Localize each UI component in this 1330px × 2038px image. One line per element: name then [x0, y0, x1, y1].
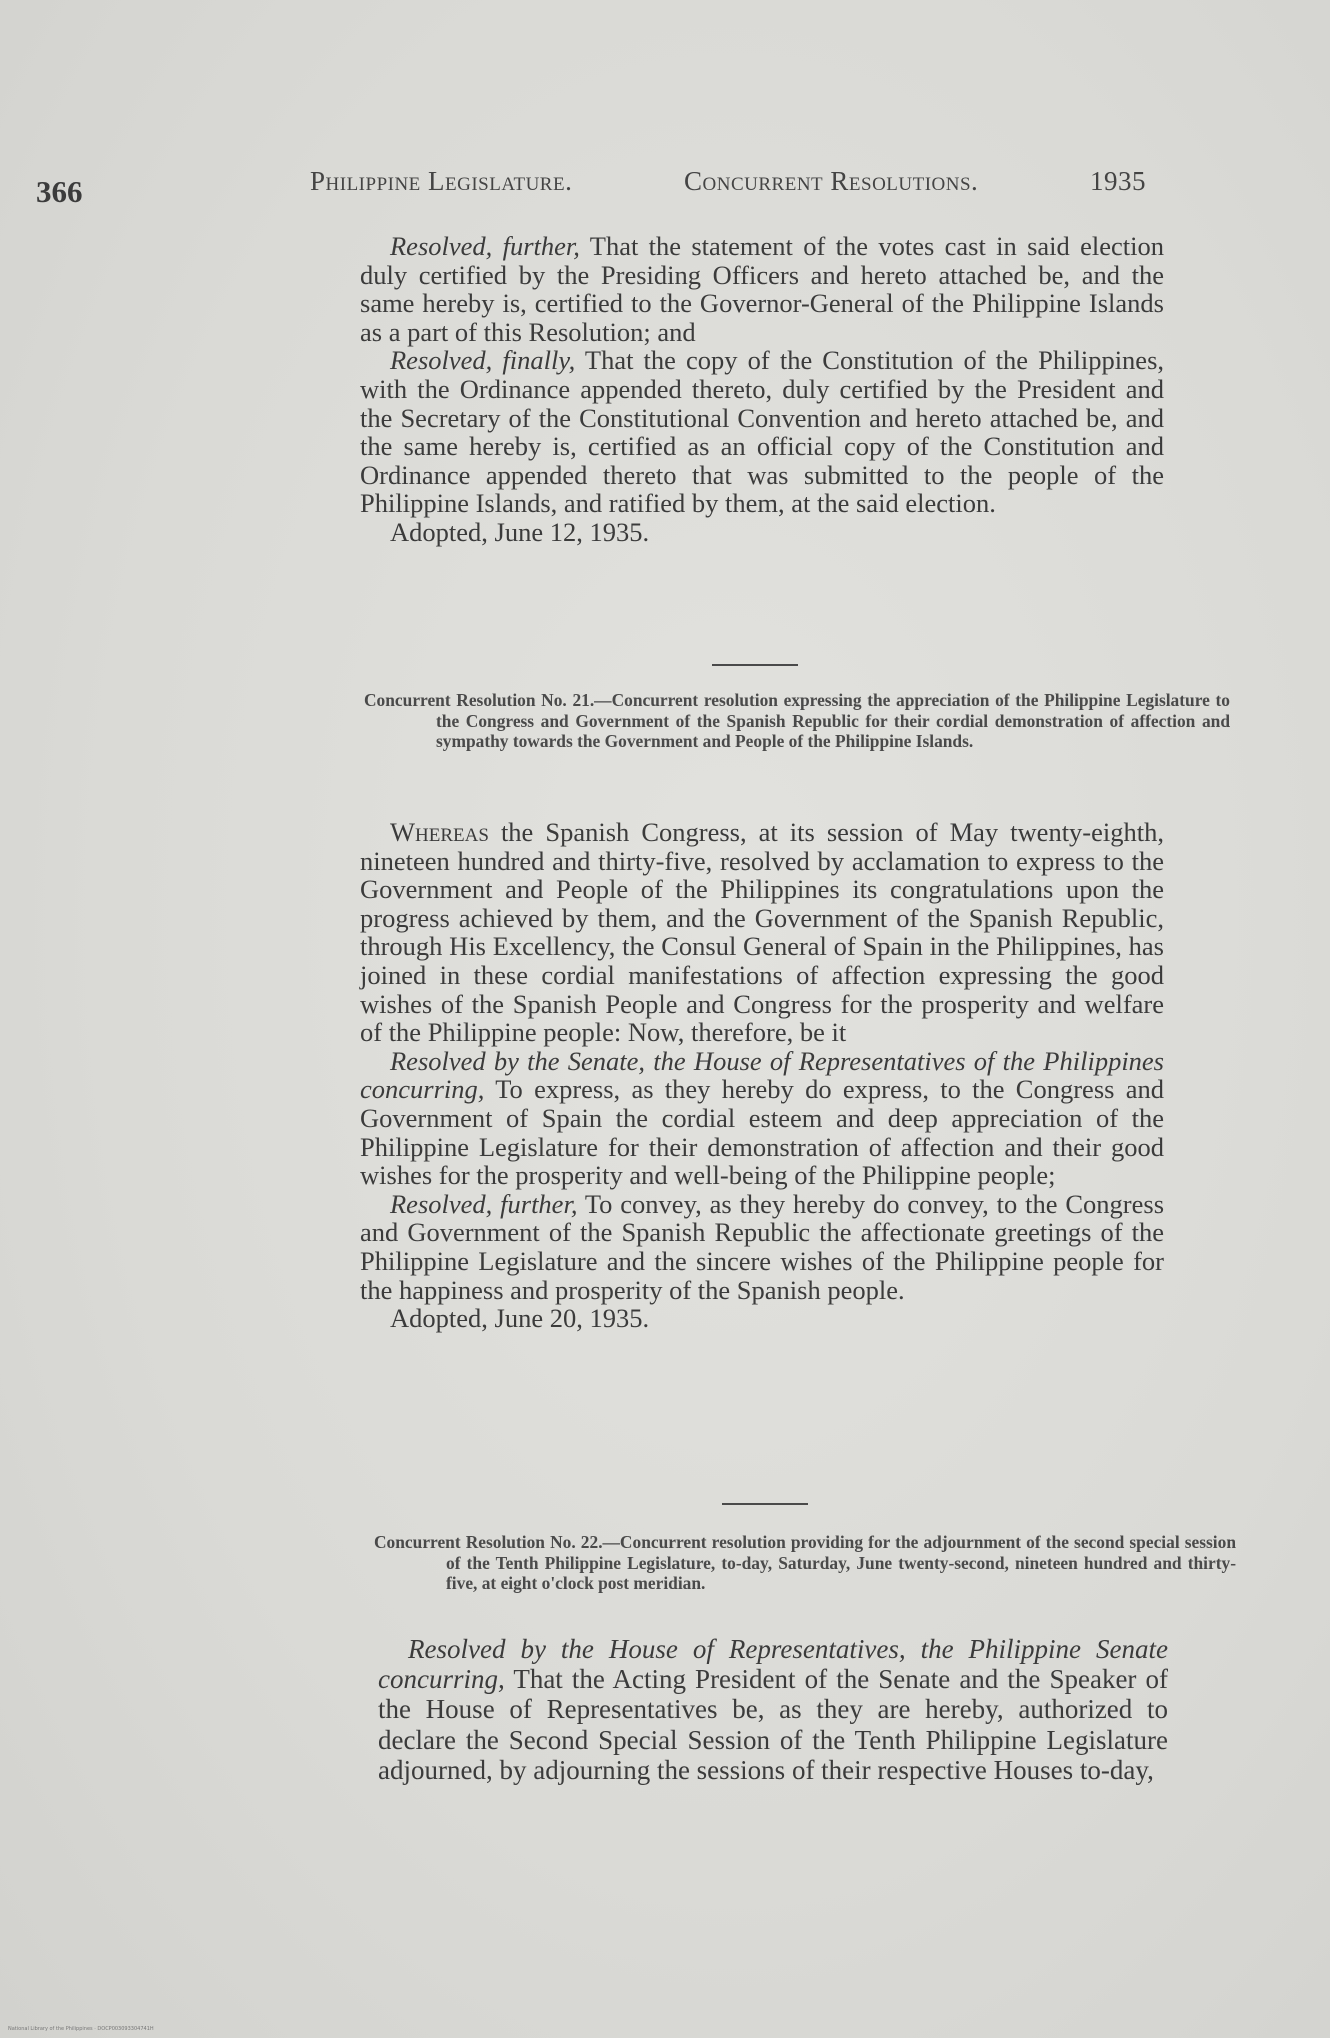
- resolution-22-body: [378, 1634, 1168, 1785]
- section-previous-resolution: [360, 232, 1164, 547]
- library-footer: National Library of the Philippines · DOCP003093304741H: [8, 2026, 154, 2032]
- section-divider: [722, 1503, 808, 1505]
- whereas-word: Whereas: [390, 817, 489, 847]
- resolution-21-heading: Concurrent Resolution No. 21.—Concurrent resolution expressing the appreciation of the Philippine Legislature to the Congress and Government of the Spanish Republic for their cordial demonstration of affection and sympathy towards the Government and People of the Philippine Islands.: [364, 690, 1230, 752]
- paragraph-lead: Resolved, further,: [390, 1188, 578, 1219]
- section-divider: [712, 664, 798, 666]
- paragraph-resolved-house: [378, 1634, 1168, 1785]
- paragraph-lead: Resolved by the Senate, the House of Representatives of the Philippines concurring,: [360, 1045, 1164, 1105]
- paragraph-text: To convey, as they hereby do convey, to the Congress and Government of the Spanish Republic the affectionate greetings of the Philippine Legislature and the sincere wishes of the Philippine people for the happiness and prosperity of the Spanish people.: [360, 1188, 1165, 1305]
- paragraph-text: That the Acting President of the Senate and the Speaker of the House of Representatives be, as they are hereby, authorized to declare the Second Special Session of the Tenth Philippine Legislature adjourned, by adjourning the sessions of their respective Houses to-day,: [378, 1664, 1168, 1785]
- page-number: 366: [36, 174, 83, 209]
- running-head-center: Concurrent Resolutions.: [684, 166, 979, 196]
- paragraph-resolved-finally: [360, 346, 1164, 518]
- paragraph-resolved-further: [360, 232, 1164, 346]
- paragraph-text: That the statement of the votes cast in said election duly certified by the Presiding Officers and hereto attached be, and the same hereby is, certified to the Governor-General of the Philippine Islands as a part of this Resolution; and: [360, 231, 1164, 347]
- paragraph-lead: Resolved, further,: [390, 231, 580, 261]
- resolution-22-heading: Concurrent Resolution No. 22.—Concurrent resolution providing for the adjournment of the second special session of the Tenth Philippine Legislature, to-day, Saturday, June twenty-second, nineteen hundred and thirty-five, at eight o'clock post meridian.: [374, 1532, 1236, 1594]
- resolution-21-body: [360, 818, 1164, 1333]
- paragraph-resolved-further: [360, 1190, 1164, 1304]
- paragraph-text: To express, as they hereby do express, to the Congress and Government of Spain the cordial esteem and deep appreciation of the Philippine Legislature for their demonstration of affection and their good wishes for the prosperity and well-being of the Philippine people;: [360, 1074, 1164, 1191]
- running-head-year: 1935: [1090, 166, 1146, 196]
- running-head-left: Philippine Legislature.: [310, 166, 573, 196]
- paragraph-lead: Resolved by the House of Representatives, the Philippine Senate concurring,: [378, 1634, 1168, 1695]
- running-head: [310, 166, 1146, 197]
- paragraph-whereas: [360, 818, 1164, 1047]
- adopted-date: Adopted, June 12, 1935.: [390, 516, 650, 547]
- adopted-date: Adopted, June 20, 1935.: [390, 1303, 650, 1334]
- paragraph-resolved-senate: [360, 1047, 1164, 1190]
- paragraph-text: the Spanish Congress, at its session of May twenty-eighth, nineteen hundred and thirty-five, resolved by acclamation to express to the Government and People of the Philippines its congratulations upon the progress achieved by them, and the Government of the Spanish Republic, through His Excellency, the Consul General of Spain in the Philippines, has joined in these cordial manifestations of affection expressing the good wishes of the Spanish People and Congress for the prosperity and welfare of the Philippine people: Now, therefore, be it: [360, 817, 1164, 1048]
- paragraph-lead: Resolved, finally,: [390, 345, 576, 376]
- paragraph-text: That the copy of the Constitution of the Philippines, with the Ordinance appended thereto, duly certified by the President and the Secretary of the Constitutional Convention and hereto attached be, and the same hereby is, certified as an official copy of the Constitution and Ordinance appended thereto that was submitted to the people of the Philippine Islands, and ratified by them, at the said election.: [360, 345, 1165, 519]
